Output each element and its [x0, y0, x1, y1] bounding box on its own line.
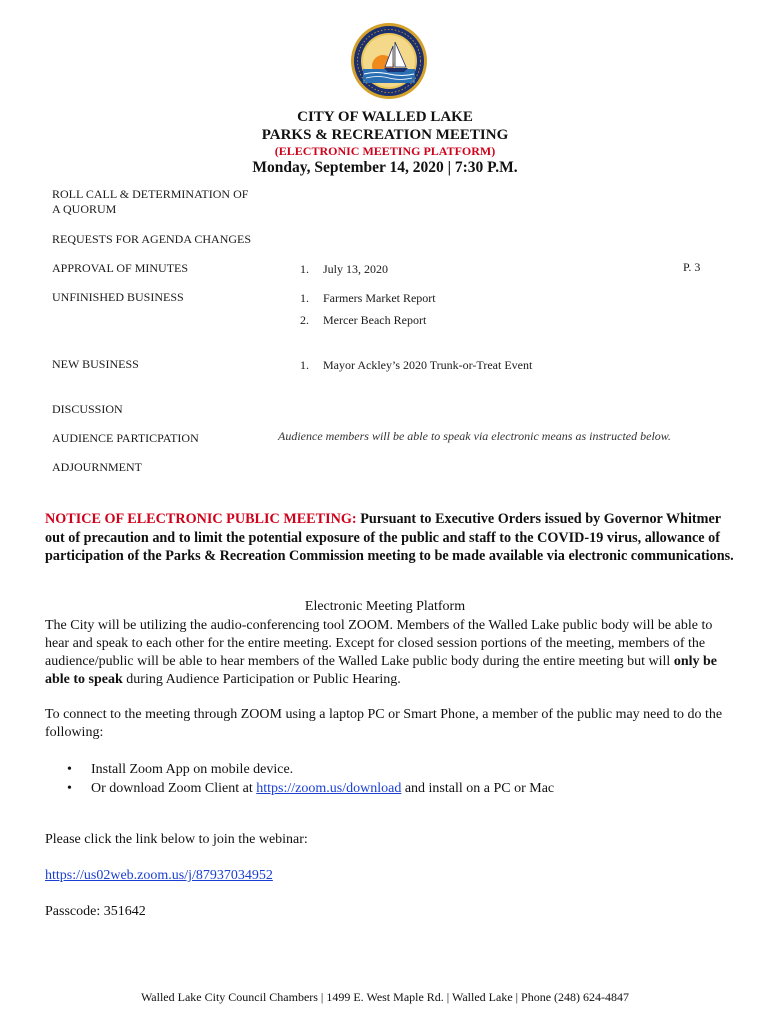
unfinished-item-number: 2.	[300, 313, 309, 327]
platform-paragraph	[45, 617, 735, 689]
webinar-link-line	[45, 867, 735, 885]
passcode: Passcode: 351642	[45, 904, 146, 919]
platform-text-end: during Audience Participation or Public Hearing.	[122, 672, 401, 687]
requests-label: REQUESTS FOR AGENDA CHANGES	[52, 232, 252, 246]
footer-address: Walled Lake City Council Chambers | 1499 E. West Maple Rd. | Walled Lake | Phone (248) 624-4847	[140, 990, 630, 1004]
city-title: CITY OF WALLED LAKE	[297, 109, 473, 125]
notice-label: NOTICE OF ELECTRONIC PUBLIC MEETING:	[45, 511, 357, 527]
bullet-icon: •	[67, 781, 72, 796]
download-text-end: and install on a PC or Mac	[401, 781, 555, 796]
platform-text: The City will be utilizing the audio-conferencing tool ZOOM. Members of the Walled Lake public body will be able to hear and speak to each other for the entire meeting. Except for closed session portions of the meeting, members of the audience/public will be able to hear members of the Walled Lake public body during the entire meeting but will	[45, 618, 713, 669]
roll-call-label-2: A QUORUM	[52, 202, 117, 216]
platform-emphasis: only be able to speak	[45, 654, 717, 687]
notice-paragraph	[45, 510, 735, 566]
platform-subtitle: (ELECTRONIC MEETING PLATFORM)	[274, 144, 496, 158]
install-app-text: Install Zoom App on mobile device.	[91, 762, 294, 777]
discussion-label: DISCUSSION	[52, 402, 123, 416]
new-business-item: Mayor Ackley’s 2020 Trunk-or-Treat Event	[323, 358, 533, 372]
new-business-item-number: 1.	[300, 358, 309, 372]
meeting-date: Monday, September 14, 2020 | 7:30 P.M.	[252, 159, 518, 176]
audience-label: AUDIENCE PARTICPATION	[52, 431, 199, 445]
unfinished-label: UNFINISHED BUSINESS	[52, 290, 184, 304]
city-seal-icon	[350, 22, 428, 100]
list-item	[45, 780, 735, 799]
unfinished-item-number: 1.	[300, 291, 309, 305]
webinar-instruction: Please click the link below to join the webinar:	[45, 832, 308, 847]
meeting-title: PARKS & RECREATION MEETING	[261, 127, 509, 143]
webinar-link[interactable]: https://us02web.zoom.us/j/87937034952	[45, 868, 273, 883]
unfinished-item: Farmers Market Report	[323, 291, 436, 305]
download-text: Or download Zoom Client at	[91, 781, 257, 796]
notice-text: Pursuant to Executive Orders issued by Governor Whitmer out of precaution and to limit the potential exposure of the public and staff to the COVID-19 virus, allowance of participation of the Parks & Recreation Commission meeting to be made available via electronic communications.	[45, 511, 734, 564]
adjournment-label: ADJOURNMENT	[52, 460, 142, 474]
approval-item-number: 1.	[300, 262, 309, 276]
audience-note: Audience members will be able to speak via electronic means as instructed below.	[278, 429, 671, 443]
list-item	[45, 761, 735, 780]
connect-paragraph: To connect to the meeting through ZOOM using a laptop PC or Smart Phone, a member of the public may need to do the following:	[45, 707, 723, 740]
zoom-download-link[interactable]: https://zoom.us/download	[256, 781, 402, 796]
bullet-icon: •	[67, 762, 72, 777]
platform-heading: Electronic Meeting Platform	[304, 599, 466, 614]
approval-page-ref: P. 3	[683, 260, 701, 274]
roll-call-label: ROLL CALL & DETERMINATION OF	[52, 187, 249, 201]
new-business-label: NEW BUSINESS	[52, 357, 139, 371]
approval-label: APPROVAL OF MINUTES	[52, 261, 189, 275]
unfinished-item: Mercer Beach Report	[323, 313, 427, 327]
instructions-list	[45, 761, 735, 799]
approval-item: July 13, 2020	[323, 262, 389, 276]
